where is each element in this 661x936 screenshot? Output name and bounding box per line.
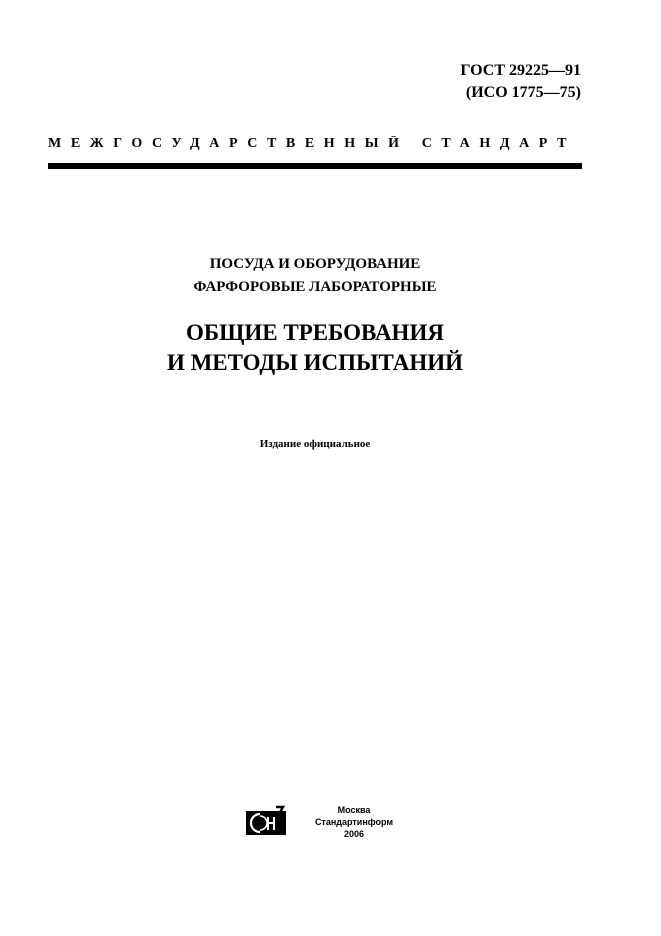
title-line-2: И МЕТОДЫ ИСПЫТАНИЙ <box>166 350 464 375</box>
publication-year: 2006 <box>343 829 365 839</box>
publisher-block <box>304 804 404 840</box>
title-line-1: ОБЩИЕ ТРЕБОВАНИЯ <box>186 320 444 345</box>
standard-category: МЕЖГОСУДАРСТВЕННЫЙ СТАНДАРТ <box>48 136 577 151</box>
document-title <box>0 318 630 378</box>
subtitle-line-2: ФАРФОРОВЫЕ ЛАБОРАТОРНЫЕ <box>193 279 437 295</box>
header-rule <box>48 163 582 169</box>
document-subtitle <box>0 253 630 299</box>
standard-number: ГОСТ 29225—91 <box>460 62 581 79</box>
iso-reference: (ИСО 1775—75) <box>465 84 581 101</box>
standard-number-block <box>460 60 581 104</box>
edition-label: Издание официальное <box>259 438 371 450</box>
publisher-city: Москва <box>337 805 371 815</box>
subtitle-line-1: ПОСУДА И ОБОРУДОВАНИЕ <box>209 256 421 272</box>
publisher-name: Стандартинформ <box>314 817 394 827</box>
standartinform-logo-icon <box>246 805 286 835</box>
